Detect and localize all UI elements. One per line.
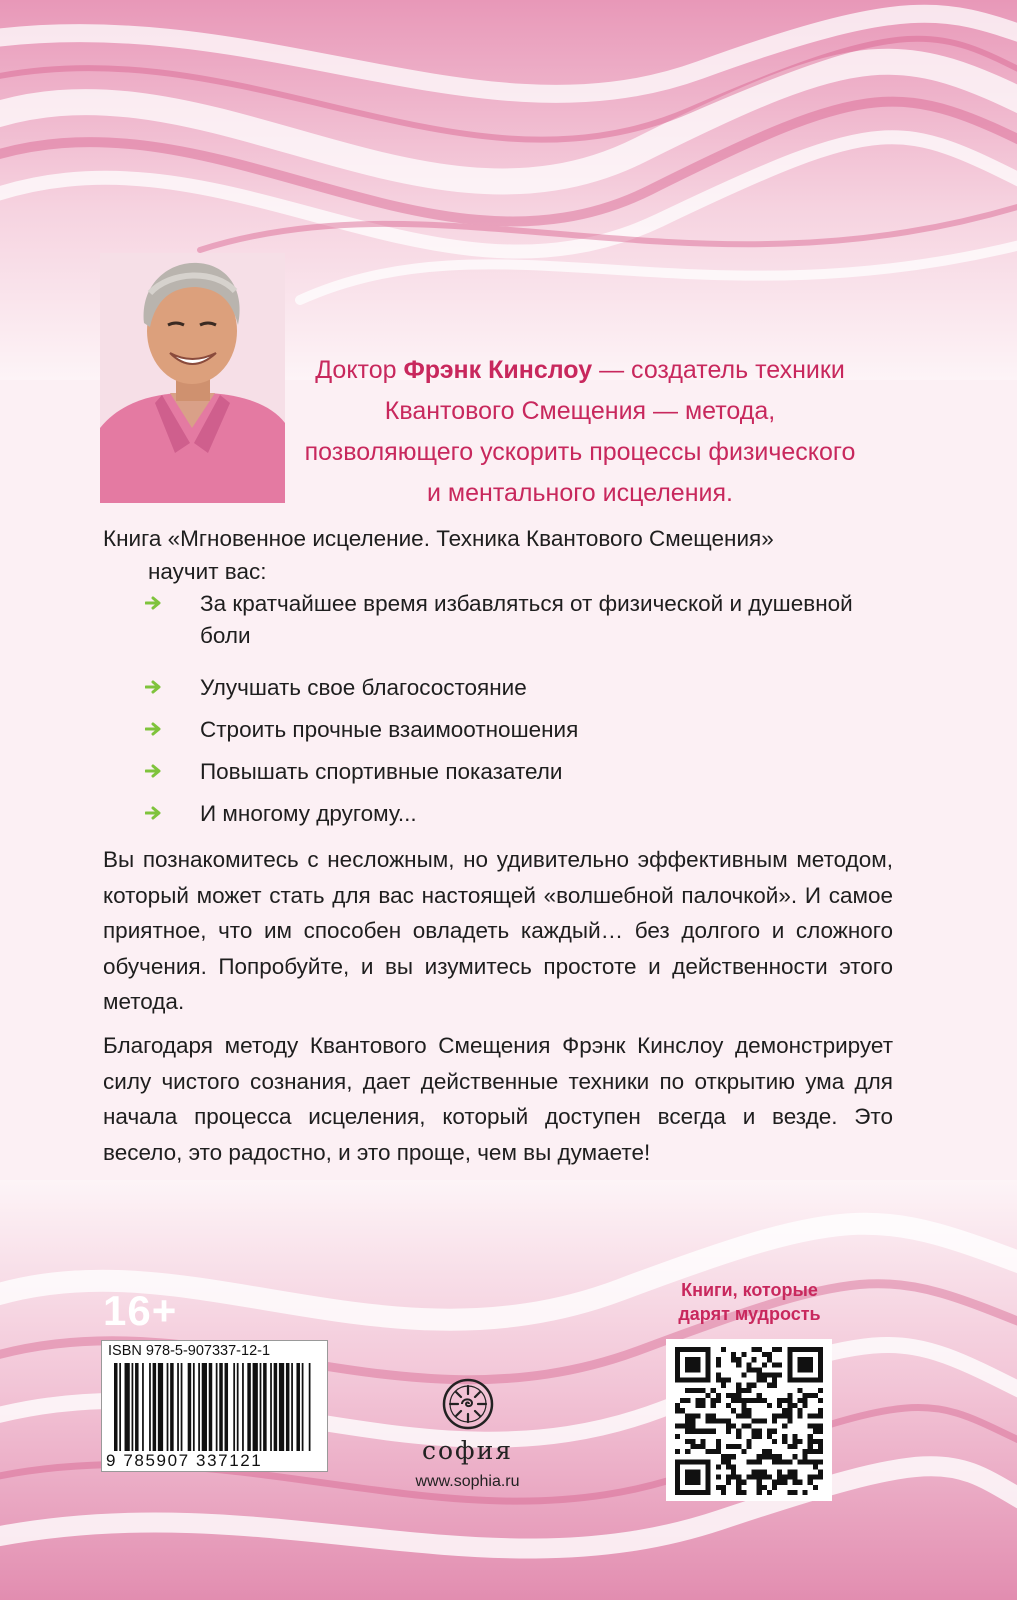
publisher-website-link[interactable]: www.sophia.ru bbox=[415, 1473, 520, 1490]
description-paragraph-2: Благодаря методу Квантового Смещения Фрэнк Кинслоу демонстрирует силу чистого сознания, дает действенные техники по открытию ума для начала процесса исцеления, который доступен всегда и везде. Это весело, это радостно, и это проще, чем вы думаете! bbox=[103, 1033, 893, 1165]
green-arrow-icon bbox=[145, 764, 163, 778]
qr-code[interactable] bbox=[666, 1339, 832, 1501]
benefits-list bbox=[142, 588, 902, 840]
list-item: Строить прочные взаимоотношения bbox=[142, 714, 902, 756]
publisher-logo bbox=[395, 1378, 540, 1491]
publisher-slogan: Книги, которые дарят мудрость bbox=[678, 1280, 821, 1324]
publisher-name: софия bbox=[421, 1436, 514, 1465]
barcode-digits: 9 785907 337121 bbox=[106, 1451, 263, 1470]
green-arrow-icon bbox=[145, 806, 163, 820]
author-intro: Доктор Фрэнк Кинслоу — создатель техники Квантового Смещения — метода, позволяющего ускорить процессы физического и ментального исцеления. bbox=[304, 356, 856, 507]
list-item: И многому другому... bbox=[142, 798, 902, 840]
sophia-emblem-icon bbox=[442, 1378, 494, 1430]
list-item: Улучшать свое благосостояние bbox=[142, 672, 902, 714]
list-item: За кратчайшее время избавляться от физической и душевной боли bbox=[142, 588, 902, 672]
barcode-bars bbox=[112, 1363, 316, 1451]
list-item: Повышать спортивные показатели bbox=[142, 756, 902, 798]
qr-code-image bbox=[675, 1347, 823, 1495]
author-photo bbox=[100, 253, 285, 503]
green-arrow-icon bbox=[145, 722, 163, 736]
isbn-barcode bbox=[101, 1340, 328, 1472]
green-arrow-icon bbox=[145, 596, 163, 610]
lead-line-1: Книга «Мгновенное исцеление. Техника Квантового Смещения» bbox=[103, 526, 774, 551]
book-lead bbox=[103, 522, 903, 588]
author-name: Фрэнк Кинслоу bbox=[403, 356, 593, 384]
lead-line-2: научит вас: bbox=[148, 559, 267, 584]
age-rating-badge: 16+ bbox=[103, 1287, 178, 1334]
description-paragraph-1: Вы познакомитесь с несложным, но удивительно эффективным методом, который может стать для вас настоящей «волшебной палочкой». И самое приятное, что им способен овладеть каждый… без долгого и сложного обучения. Попробуйте, и вы изумитесь простоте и действенности этого метода. bbox=[103, 847, 893, 1015]
green-arrow-icon bbox=[145, 680, 163, 694]
isbn-label: ISBN 978-5-907337-12-1 bbox=[108, 1343, 271, 1359]
